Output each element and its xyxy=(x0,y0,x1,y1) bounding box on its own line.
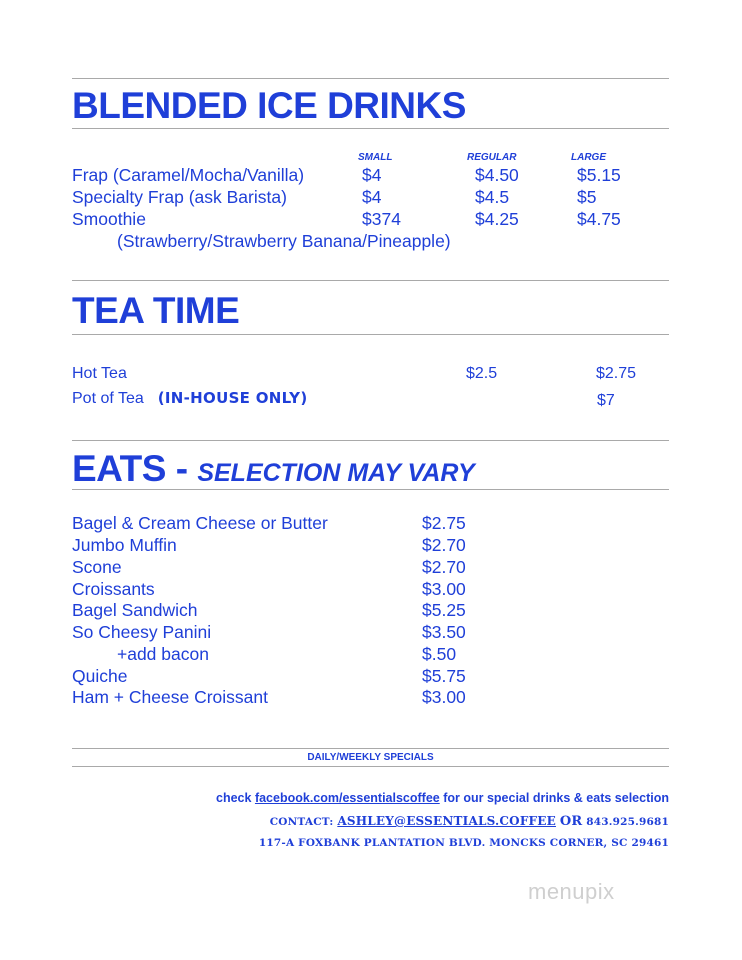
rule-tea-bottom xyxy=(72,334,669,335)
item-name: Smoothie xyxy=(72,209,146,229)
item-name: Pot of Tea xyxy=(72,390,144,407)
check-prefix: check xyxy=(216,791,252,805)
heading-eats xyxy=(72,450,475,487)
price-regular: $2.5 xyxy=(466,365,498,382)
eats-item-price: $3.50 xyxy=(422,622,466,642)
eats-item-name: +add bacon xyxy=(117,644,209,664)
facebook-link[interactable]: facebook.com/essentialscoffee xyxy=(254,791,440,805)
menupix-watermark: menupix xyxy=(528,879,615,904)
price-small: $4 xyxy=(362,187,382,207)
price-large: $2.75 xyxy=(596,365,637,382)
rule-blended-bottom xyxy=(72,128,669,129)
rule-tea-top xyxy=(72,280,669,281)
rule-specials-bottom xyxy=(72,766,669,767)
eats-item-name: Bagel & Cream Cheese or Butter xyxy=(72,513,328,533)
item-name: Frap (Caramel/Mocha/Vanilla) xyxy=(72,165,305,185)
price-large: $4.75 xyxy=(577,209,621,229)
price-regular: $4.25 xyxy=(475,209,519,229)
eats-title: EATS - xyxy=(72,448,188,489)
phone-number: 843.925.9681 xyxy=(586,816,669,828)
price-small: $4 xyxy=(362,165,382,185)
price-large: $5.15 xyxy=(577,165,621,185)
col-regular: REGULAR xyxy=(467,152,517,163)
eats-item-price: $3.00 xyxy=(422,579,466,599)
eats-item-price: $.50 xyxy=(422,644,457,664)
eats-item-price: $2.70 xyxy=(422,557,466,577)
rule-eats-bottom xyxy=(72,489,669,490)
eats-item-price: $3.00 xyxy=(422,687,466,707)
eats-item-price: $5.25 xyxy=(422,600,466,620)
price-large: $7 xyxy=(597,392,615,409)
price-regular: $4.5 xyxy=(475,187,510,207)
eats-item-name: So Cheesy Panini xyxy=(72,622,212,642)
eats-item-name: Scone xyxy=(72,557,122,577)
col-small: SMALL xyxy=(358,152,393,163)
contact-label: CONTACT: xyxy=(269,816,334,828)
in-house-only-tag: (IN-HOUSE ONLY) xyxy=(157,389,308,407)
eats-item-price: $2.70 xyxy=(422,535,466,555)
eats-item-price: $2.75 xyxy=(422,513,466,533)
eats-item-name: Ham + Cheese Croissant xyxy=(72,687,268,707)
contact-line xyxy=(270,815,669,828)
smoothie-flavors-note: (Strawberry/Strawberry Banana/Pineapple) xyxy=(117,231,451,251)
price-regular: $4.50 xyxy=(475,165,519,185)
item-name: Hot Tea xyxy=(72,365,127,382)
eats-subtitle: SELECTION MAY VARY xyxy=(197,459,475,487)
heading-blended-ice-drinks: BLENDED ICE DRINKS xyxy=(72,85,466,126)
eats-item-price: $5.75 xyxy=(422,666,466,686)
rule-eats-top xyxy=(72,440,669,441)
rule-specials-top xyxy=(72,748,669,749)
email-link[interactable]: ASHLEY@ESSENTIALS.COFFEE xyxy=(337,814,556,828)
eats-item-name: Croissants xyxy=(72,579,155,599)
or-text: OR xyxy=(559,814,583,829)
check-suffix: for our special drinks & eats selection xyxy=(443,791,669,805)
price-large: $5 xyxy=(577,187,597,207)
specials-label: DAILY/WEEKLY SPECIALS xyxy=(307,752,434,763)
col-large: LARGE xyxy=(571,152,606,163)
heading-tea-time: TEA TIME xyxy=(72,290,240,331)
eats-item-name: Quiche xyxy=(72,666,128,686)
item-name-row xyxy=(72,391,307,407)
facebook-line xyxy=(216,792,669,805)
eats-item-name: Bagel Sandwich xyxy=(72,600,198,620)
price-small: $374 xyxy=(362,209,401,229)
rule-top xyxy=(72,78,669,79)
item-name: Specialty Frap (ask Barista) xyxy=(72,187,287,207)
eats-item-name: Jumbo Muffin xyxy=(72,535,177,555)
address-line: 117-A FOXBANK PLANTATION BLVD. MONCKS CORNER, SC 29461 xyxy=(258,837,669,849)
